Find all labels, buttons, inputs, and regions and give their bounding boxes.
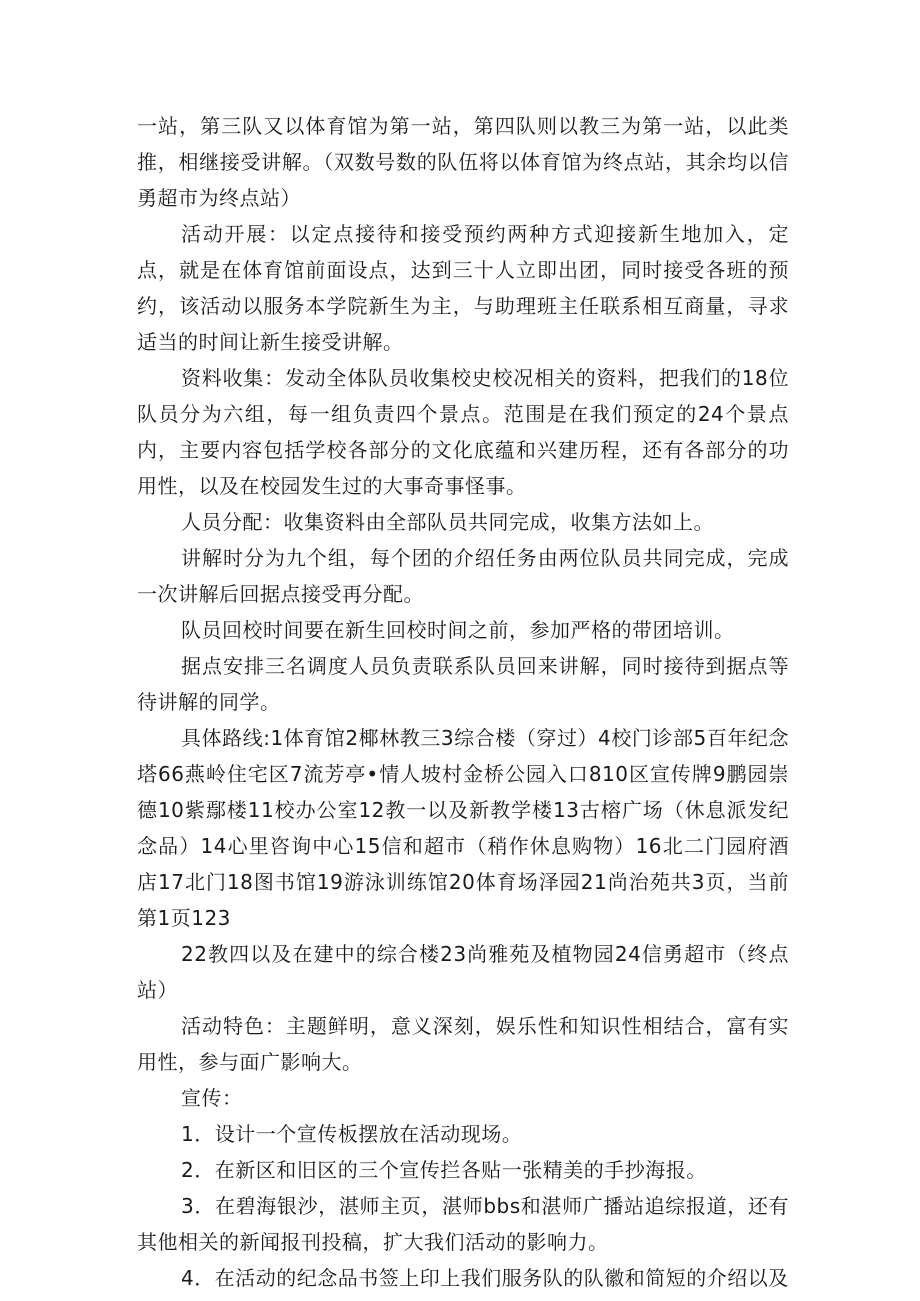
- paragraph-activity-development: 活动开展：以定点接待和接受预约两种方式迎接新生地加入，定点，就是在体育馆前面设点，达到三十人立即出团，同时接受各班的预约，该活动以服务本学院新生为主，与助理班主任联系相互商量，寻求适当的时间让新生接受讲解。: [137, 222, 789, 354]
- paragraph-route-order: 一站，第三队又以体育馆为第一站，第四队则以教三为第一站，以此类推，相继接受讲解。（双数号数的队伍将以体育馆为终点站，其余均以信勇超市为终点站）: [137, 114, 789, 210]
- paragraph-dispatch-staff: 据点安排三名调度人员负责联系队员回来讲解，同时接待到据点等待讲解的同学。: [137, 654, 789, 714]
- list-item-publicity-4: 4．在活动的纪念品书签上印上我们服务队的队徽和简短的介绍以及: [181, 1266, 789, 1290]
- paragraph-return-time: 队员回校时间要在新生回校时间之前，参加严格的带团培训。: [181, 618, 735, 642]
- paragraph-activity-features: 活动特色：主题鲜明，意义深刻，娱乐性和知识性相结合，富有实用性，参与面广影响大。: [137, 1014, 789, 1074]
- document-body: [137, 108, 789, 1296]
- paragraph-route-continued: 22教四以及在建中的综合楼23尚雅苑及植物园24信勇超市（终点站）: [137, 942, 789, 1002]
- list-item-publicity-1: 1．设计一个宣传板摆放在活动现场。: [181, 1122, 523, 1146]
- paragraph-staff-allocation: 人员分配：收集资料由全部队员共同完成，收集方法如上。: [181, 510, 714, 534]
- paragraph-publicity-heading: 宣传：: [181, 1086, 243, 1110]
- paragraph-guide-groups: 讲解时分为九个组，每个团的介绍任务由两位队员共同完成，完成一次讲解后回据点接受再分配。: [137, 546, 789, 606]
- paragraph-material-collection: 资料收集：发动全体队员收集校史校况相关的资料，把我们的18位队员分为六组，每一组负责四个景点。范围是在我们预定的24个景点内，主要内容包括学校各部分的文化底蕴和兴建历程，还有各部分的功用性，以及在校园发生过的大事奇事怪事。: [137, 366, 789, 498]
- list-item-publicity-3: 3．在碧海银沙，湛师主页，湛师bbs和湛师广播站追综报道，还有其他相关的新闻报刊投稿，扩大我们活动的影响力。: [137, 1194, 789, 1254]
- list-item-publicity-2: 2．在新区和旧区的三个宣传拦各贴一张精美的手抄海报。: [181, 1158, 707, 1182]
- paragraph-specific-route: 具体路线:1体育馆2椰林教三3综合楼（穿过）4校门诊部5百年纪念塔66燕岭住宅区7流芳亭•情人坡村金桥公园入口810区宣传牌9鹏园崇德10紫鄢楼11校办公室12教一以及新教学楼13古榕广场（休息派发纪念品）14心里咨询中心15信和超市（稍作休息购物）16北二门园府酒店17北门18图书馆19游泳训练馆20体育场泽园21尚治苑共3页，当前第1页123: [137, 726, 789, 930]
